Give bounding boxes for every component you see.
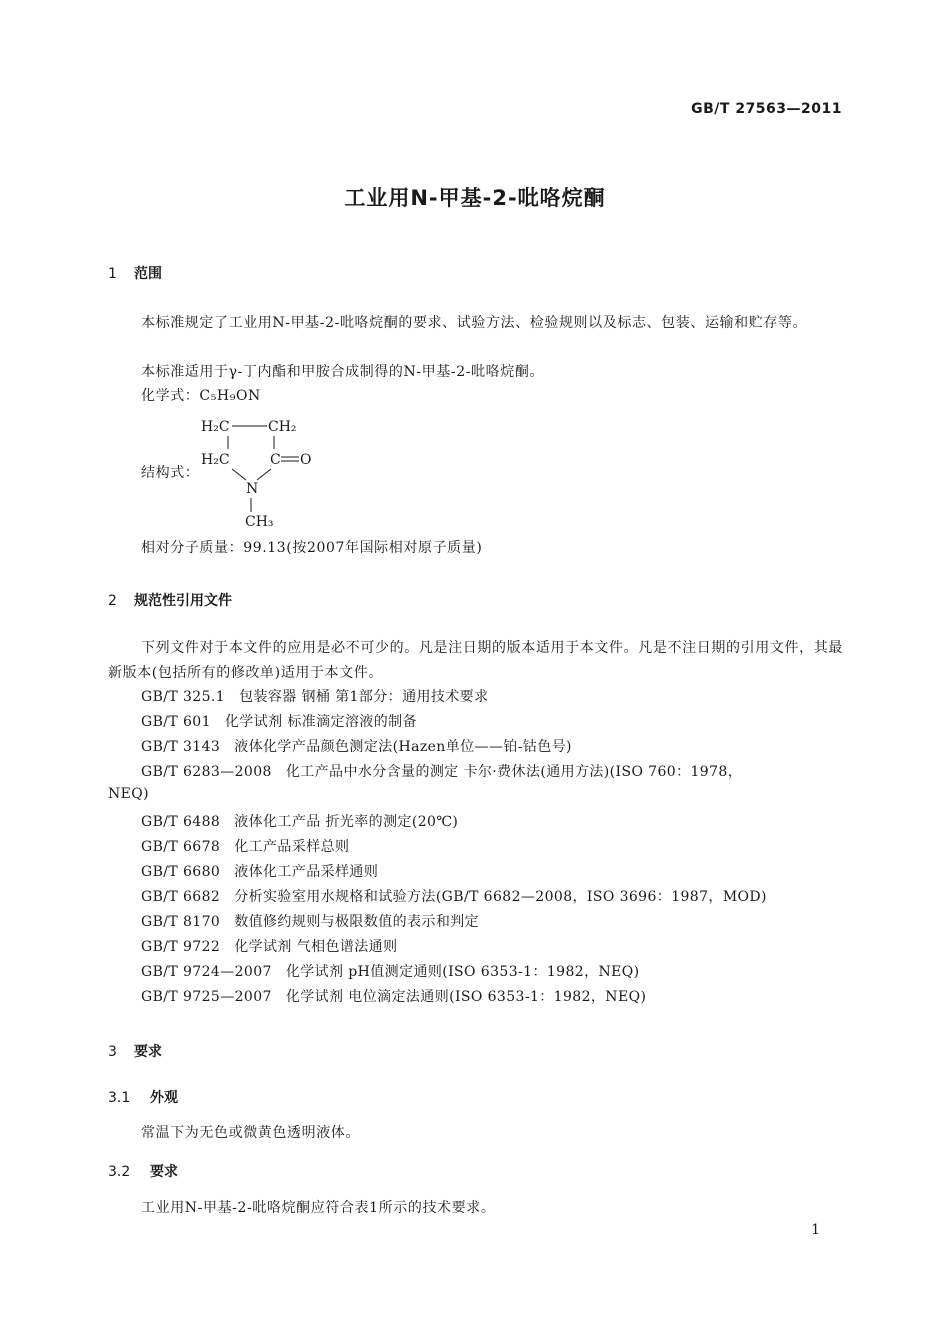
atom-n: N — [246, 481, 259, 497]
reference-code: NEQ) — [108, 786, 150, 802]
reference-title: 数值修约规则与极限数值的表示和判定 — [234, 914, 480, 930]
document-title: 工业用N-甲基-2-吡咯烷酮 — [344, 186, 606, 210]
subsection-number: 3.2 — [108, 1164, 131, 1180]
reference-code: GB/T 6680 — [141, 864, 221, 880]
bond-lower-left — [232, 469, 246, 480]
section-title: 规范性引用文件 — [134, 593, 232, 609]
page-number: 1 — [811, 1222, 820, 1238]
section-title: 范围 — [134, 266, 162, 282]
reference-title: 液体化学产品颜色测定法(Hazen单位——铂-钴色号) — [234, 739, 572, 755]
reference-code: GB/T 6488 — [141, 814, 221, 830]
atom-carbonyl-c: C — [270, 452, 281, 468]
section-number: 1 — [108, 266, 117, 282]
reference-code: GB/T 6678 — [141, 839, 221, 855]
scope-paragraph-1: 本标准规定了工业用N-甲基-2-吡咯烷酮的要求、试验方法、检验规则以及标志、包装、运输和贮存等。 — [141, 315, 808, 331]
reference-title: 化学试剂 pH值测定通则(ISO 6353-1：1982，NEQ) — [285, 964, 640, 980]
reference-title: 分析实验室用水规格和试验方法(GB/T 6682—2008，ISO 3696：1987，MOD) — [234, 889, 767, 905]
reference-item — [141, 936, 397, 956]
reference-item — [141, 686, 488, 706]
structural-formula-diagram — [195, 412, 335, 537]
reference-title: 液体化工产品采样通则 — [234, 864, 379, 880]
reference-item — [141, 986, 646, 1006]
subsection-number: 3.1 — [108, 1090, 131, 1106]
molecular-mass: 相对分子质量：99.13(按2007年国际相对原子质量) — [141, 540, 483, 556]
appearance-text: 常温下为无色或微黄色透明液体。 — [141, 1125, 360, 1141]
chemical-formula: 化学式：C₅H₉ON — [141, 388, 261, 404]
section-1-heading — [108, 263, 162, 283]
reference-code: GB/T 325.1 — [141, 689, 226, 705]
reference-title: 化学试剂 标准滴定溶液的制备 — [224, 714, 417, 730]
reference-item — [141, 861, 378, 881]
atom-o: O — [300, 452, 312, 468]
reference-item — [141, 886, 767, 906]
scope-paragraph-2: 本标准适用于γ-丁内酯和甲胺合成制得的N-甲基-2-吡咯烷酮。 — [141, 364, 545, 380]
subsection-3-2-heading — [108, 1161, 178, 1181]
reference-title: 化工产品采样总则 — [234, 839, 350, 855]
requirements-text: 工业用N-甲基-2-吡咯烷酮应符合表1所示的技术要求。 — [141, 1200, 496, 1216]
reference-title: 化学试剂 气相色谱法通则 — [234, 939, 398, 955]
atom-ch3: CH₃ — [245, 514, 274, 530]
standard-number: GB/T 27563—2011 — [691, 101, 842, 117]
reference-title: 包装容器 钢桶 第1部分：通用技术要求 — [239, 689, 489, 705]
reference-code: GB/T 3143 — [141, 739, 221, 755]
section-number: 3 — [108, 1044, 117, 1060]
reference-title: 液体化工产品 折光率的测定(20℃) — [234, 814, 459, 830]
atom-h2c-bottom: H₂C — [201, 452, 230, 468]
subsection-title: 要求 — [150, 1164, 178, 1180]
reference-code: GB/T 9724—2007 — [141, 964, 272, 980]
atom-ch2-top: CH₂ — [268, 419, 297, 435]
reference-code: GB/T 9725—2007 — [141, 989, 272, 1005]
reference-item — [141, 961, 639, 981]
reference-item — [141, 711, 417, 731]
section-number: 2 — [108, 593, 117, 609]
reference-code: GB/T 9722 — [141, 939, 221, 955]
reference-code: GB/T 6682 — [141, 889, 221, 905]
reference-item — [141, 836, 349, 856]
atom-h2c-top: H₂C — [201, 419, 230, 435]
section-2-heading — [108, 590, 232, 610]
structural-formula-label: 结构式： — [141, 465, 200, 481]
reference-item — [141, 811, 458, 831]
reference-item — [141, 736, 572, 756]
bond-lower-right — [257, 469, 271, 480]
reference-item — [141, 761, 742, 781]
reference-item — [141, 911, 479, 931]
subsection-title: 外观 — [150, 1090, 178, 1106]
reference-code: GB/T 8170 — [141, 914, 221, 930]
reference-item-continuation — [108, 786, 149, 802]
reference-title: 化学试剂 电位滴定法通则(ISO 6353-1：1982，NEQ) — [285, 989, 647, 1005]
subsection-3-1-heading — [108, 1087, 178, 1107]
reference-title: 化工产品中水分含量的测定 卡尔·费休法(通用方法)(ISO 760：1978， — [285, 764, 743, 780]
section-title: 要求 — [134, 1044, 162, 1060]
reference-code: GB/T 6283—2008 — [141, 764, 272, 780]
section-3-heading — [108, 1041, 162, 1061]
references-intro: 下列文件对于本文件的应用是必不可少的。凡是注日期的版本适用于本文件。凡是不注日期的引用文件，其最新版本(包括所有的修改单)适用于本文件。 — [108, 640, 843, 681]
reference-code: GB/T 601 — [141, 714, 211, 730]
